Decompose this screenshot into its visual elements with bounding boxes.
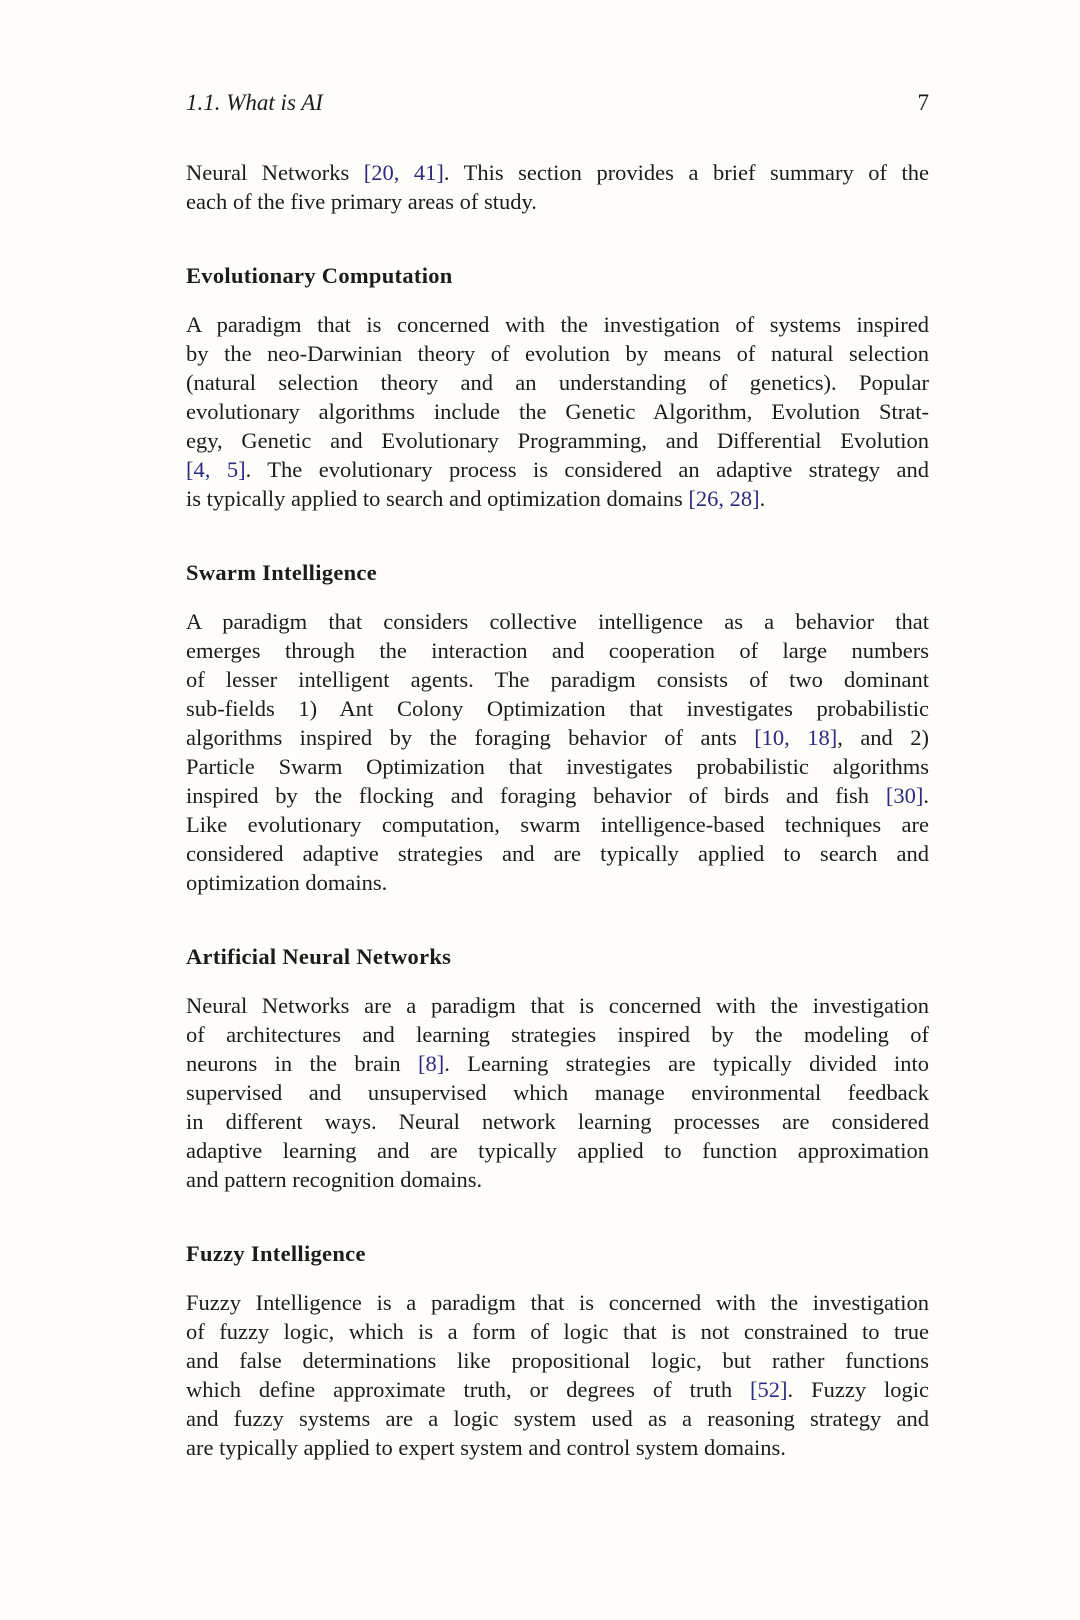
text-line: adaptive learning and are typically applied to function approximation [186, 1138, 929, 1163]
text-line: of architectures and learning strategies inspired by the modeling of [186, 1022, 929, 1047]
text-line: optimization domains. [186, 870, 388, 895]
text-line: Particle Swarm Optimization that investigates probabilistic algorithms [186, 754, 929, 779]
text-line: egy, Genetic and Evolutionary Programming, and Differential Evolution [186, 428, 929, 453]
text-line: considered adaptive strategies and are typically applied to search and [186, 841, 929, 866]
text-line: and pattern recognition domains. [186, 1167, 483, 1192]
text-line: A paradigm that is concerned with the investigation of systems inspired [186, 312, 929, 337]
citation-link[interactable]: [20, 41] [363, 160, 444, 185]
text-line: inspired by the flocking and foraging behavior of birds and fish [30]. [186, 783, 929, 808]
text-line: in different ways. Neural network learning processes are considered [186, 1109, 929, 1134]
section-paragraph [186, 310, 929, 513]
text-line: Like evolutionary computation, swarm intelligence-based techniques are [186, 812, 929, 837]
text-line: of fuzzy logic, which is a form of logic that is not constrained to true [186, 1319, 929, 1344]
text-line: evolutionary algorithms include the Genetic Algorithm, Evolution Strat- [186, 399, 929, 424]
text-line: each of the five primary areas of study. [186, 189, 537, 214]
text-line: of lesser intelligent agents. The paradigm consists of two dominant [186, 667, 929, 692]
text-line: are typically applied to expert system and control system domains. [186, 1435, 786, 1460]
text-line: by the neo-Darwinian theory of evolution by means of natural selection [186, 341, 929, 366]
citation-link[interactable]: [30] [885, 783, 924, 808]
section-heading: Fuzzy Intelligence [186, 1241, 366, 1266]
text-line: which define approximate truth, or degrees of truth [52]. Fuzzy logic [186, 1377, 930, 1402]
citation-link[interactable]: [4, 5] [186, 457, 246, 482]
text-line: supervised and unsupervised which manage environmental feedback [186, 1080, 929, 1105]
citation-link[interactable]: [52] [750, 1377, 788, 1402]
text-line: Neural Networks [20, 41]. This section provides a brief summary of the [186, 160, 929, 185]
page-body [186, 158, 929, 1462]
text-line: and false determinations like propositional logic, but rather functions [186, 1348, 929, 1373]
text-line: Neural Networks are a paradigm that is concerned with the investigation [186, 993, 929, 1018]
text-line: algorithms inspired by the foraging behavior of ants [10, 18], and 2) [186, 725, 929, 750]
section-heading: Swarm Intelligence [186, 560, 377, 585]
text-line: sub-fields 1) Ant Colony Optimization that investigates probabilistic [186, 696, 929, 721]
text-line: emerges through the interaction and cooperation of large numbers [186, 638, 929, 663]
section-paragraph [186, 1288, 929, 1462]
text-line: Fuzzy Intelligence is a paradigm that is concerned with the investigation [186, 1290, 929, 1315]
citation-link[interactable]: [8] [417, 1051, 445, 1076]
text-line: A paradigm that considers collective intelligence as a behavior that [186, 609, 929, 634]
citation-link[interactable]: [10, 18] [754, 725, 838, 750]
running-header [186, 90, 929, 120]
page-number: 7 [917, 90, 929, 115]
section-heading: Evolutionary Computation [186, 263, 453, 288]
section-heading: Artificial Neural Networks [186, 944, 452, 969]
section-paragraph [186, 607, 929, 897]
intro-paragraph [186, 158, 929, 216]
citation-link[interactable]: [26, 28] [688, 486, 760, 511]
text-line: is typically applied to search and optimization domains [26, 28]. [186, 486, 766, 511]
text-line: [4, 5]. The evolutionary process is considered an adaptive strategy and [186, 457, 929, 482]
text-line: (natural selection theory and an understanding of genetics). Popular [186, 370, 929, 395]
section-title: 1.1. What is AI [186, 90, 323, 115]
text-line: neurons in the brain [8]. Learning strategies are typically divided into [186, 1051, 929, 1076]
section-paragraph [186, 991, 929, 1194]
text-line: and fuzzy systems are a logic system used as a reasoning strategy and [186, 1406, 929, 1431]
